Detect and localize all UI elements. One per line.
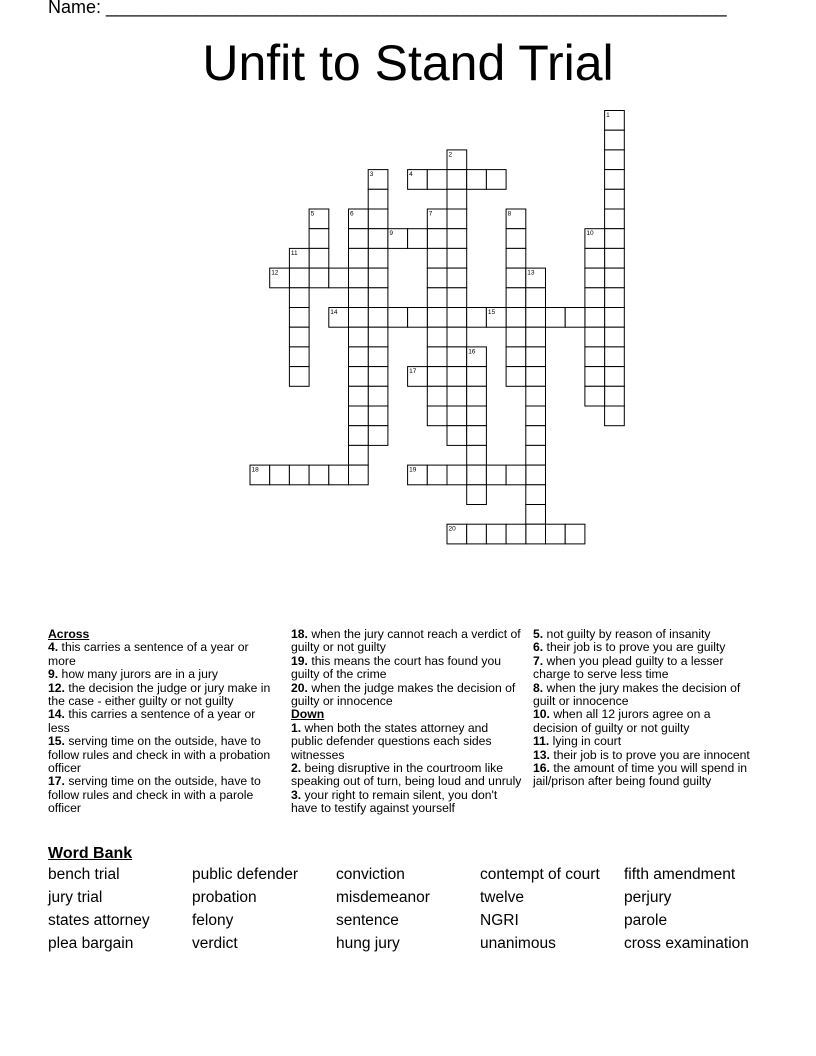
grid-cell[interactable] (329, 268, 349, 288)
grid-cell[interactable] (408, 170, 428, 190)
grid-cell[interactable] (329, 465, 349, 485)
grid-cell[interactable] (467, 347, 487, 367)
grid-cell[interactable] (289, 465, 309, 485)
grid-cell[interactable] (506, 347, 526, 367)
grid-cell[interactable] (605, 248, 625, 268)
grid-cell[interactable] (467, 485, 487, 505)
word-bank (48, 866, 778, 958)
grid-cell[interactable] (526, 426, 546, 446)
clue-number-label: 18. (291, 627, 308, 641)
clue-column-2 (291, 628, 523, 816)
word-bank-term: parole (624, 912, 668, 929)
grid-cell[interactable] (526, 485, 546, 505)
grid-cell[interactable] (585, 386, 605, 406)
grid-cell[interactable] (427, 288, 447, 308)
down-heading: Down (291, 707, 325, 722)
word-bank-term: states attorney (48, 912, 150, 929)
grid-cell[interactable] (526, 406, 546, 426)
grid-cell[interactable] (349, 426, 369, 446)
grid-cell[interactable] (526, 386, 546, 406)
word-bank-term: hung jury (336, 935, 400, 952)
grid-cell[interactable] (349, 327, 369, 347)
grid-cell[interactable] (585, 347, 605, 367)
clue-item (533, 749, 758, 762)
grid-cell[interactable] (447, 209, 467, 229)
clue-number-label: 15. (48, 734, 65, 749)
grid-cell[interactable] (408, 229, 428, 249)
grid-cell[interactable] (447, 524, 467, 544)
clue-number: 4 (409, 171, 413, 179)
grid-cell[interactable] (506, 524, 526, 544)
grid-cell[interactable] (349, 209, 369, 229)
clue-number-label: 20. (291, 680, 308, 695)
grid-cell[interactable] (289, 248, 309, 268)
grid-cell[interactable] (368, 170, 388, 190)
clue-text: not guilty by reason of insanity (543, 627, 711, 641)
grid-cell[interactable] (585, 248, 605, 268)
grid-cell[interactable] (605, 209, 625, 229)
grid-cell[interactable] (427, 347, 447, 367)
grid-cell[interactable] (486, 465, 506, 485)
clue-number-label: 13. (533, 747, 550, 762)
grid-cell[interactable] (349, 406, 369, 426)
clue-number-label: 5. (533, 627, 544, 641)
grid-cell[interactable] (388, 229, 408, 249)
grid-cell[interactable] (289, 327, 309, 347)
clue-item (533, 708, 758, 735)
word-bank-term: cross examination (624, 935, 749, 952)
grid-cell[interactable] (289, 288, 309, 308)
clue-text: their job is to prove you are innocent (549, 747, 750, 762)
clue-item (291, 789, 523, 816)
clue-item (533, 682, 758, 709)
grid-cell[interactable] (585, 288, 605, 308)
grid-cell[interactable] (309, 268, 329, 288)
grid-cell[interactable] (427, 406, 447, 426)
grid-cell[interactable] (368, 209, 388, 229)
grid-cell[interactable] (250, 465, 270, 485)
grid-cell[interactable] (368, 347, 388, 367)
clue-number: 19 (409, 466, 417, 474)
grid-cell[interactable] (309, 465, 329, 485)
grid-cell[interactable] (526, 465, 546, 485)
grid-cell[interactable] (467, 367, 487, 387)
word-bank-term: jury trial (48, 889, 103, 906)
grid-cell[interactable] (585, 308, 605, 328)
grid-cell[interactable] (447, 367, 467, 387)
clue-item (533, 641, 758, 654)
clue-number: 2 (448, 151, 453, 159)
clue-text: their job is to prove you are guilty (543, 640, 726, 655)
word-bank-term: public defender (192, 866, 298, 883)
grid-cell[interactable] (467, 465, 487, 485)
grid-cell[interactable] (605, 327, 625, 347)
grid-cell[interactable] (447, 406, 467, 426)
grid-cell[interactable] (506, 268, 526, 288)
grid-cell[interactable] (526, 288, 546, 308)
grid-cell[interactable] (329, 308, 349, 328)
clue-number-label: 9. (48, 667, 59, 682)
clue-number: 8 (507, 210, 512, 218)
word-bank-term: fifth amendment (624, 866, 736, 883)
clue-item (291, 762, 523, 789)
clue-number: 3 (369, 171, 374, 179)
clue-number-label: 10. (533, 707, 550, 722)
grid-cell[interactable] (506, 367, 526, 387)
grid-cell[interactable] (605, 288, 625, 308)
clue-text: lying in court (549, 734, 622, 749)
grid-cell[interactable] (368, 406, 388, 426)
grid-cell[interactable] (427, 268, 447, 288)
grid-cell[interactable] (427, 209, 447, 229)
name-field-label: Name: ______________________________________________________________ (48, 0, 727, 17)
grid-cell[interactable] (506, 248, 526, 268)
grid-cell[interactable] (447, 170, 467, 190)
clue-item (291, 655, 523, 682)
grid-cell[interactable] (526, 327, 546, 347)
grid-cell[interactable] (447, 426, 467, 446)
grid-cell[interactable] (408, 465, 428, 485)
grid-cell[interactable] (486, 524, 506, 544)
across-heading: Across (48, 627, 90, 641)
grid-cell[interactable] (447, 327, 467, 347)
clue-item (48, 641, 278, 668)
word-bank-term: conviction (336, 866, 405, 883)
grid-cell[interactable] (427, 386, 447, 406)
grid-cell[interactable] (349, 288, 369, 308)
grid-cell[interactable] (427, 308, 447, 328)
grid-cell[interactable] (368, 367, 388, 387)
grid-cell[interactable] (605, 130, 625, 150)
clue-number-label: 2. (291, 761, 302, 776)
grid-cell[interactable] (467, 308, 487, 328)
clue-text: serving time on the outside, have to follow rules and check in with a probation officer (48, 734, 271, 776)
grid-cell[interactable] (309, 229, 329, 249)
clue-item (291, 628, 523, 655)
grid-cell[interactable] (427, 465, 447, 485)
clue-text: this means the court has found you guilty of the crime (291, 653, 502, 682)
clue-item (291, 682, 523, 709)
grid-cell[interactable] (526, 367, 546, 387)
grid-cell[interactable] (368, 288, 388, 308)
clue-text: being disruptive in the courtroom like speaking out of turn, being loud and unruly (291, 761, 522, 789)
clue-item (48, 775, 278, 815)
word-bank-term: NGRI (480, 912, 519, 929)
clue-number-label: 17. (48, 774, 65, 789)
clue-item (533, 762, 758, 789)
grid-cell[interactable] (427, 170, 447, 190)
clue-item (533, 735, 758, 748)
clue-number-label: 11. (533, 734, 550, 749)
grid-cell[interactable] (349, 386, 369, 406)
grid-cell[interactable] (486, 308, 506, 328)
grid-cell[interactable] (368, 327, 388, 347)
clue-text: this carries a sentence of a year or more (48, 640, 249, 668)
clue-number-label: 14. (48, 707, 65, 722)
grid-cell[interactable] (546, 308, 566, 328)
grid-cell[interactable] (506, 327, 526, 347)
clue-item (48, 668, 278, 681)
grid-cell[interactable] (368, 268, 388, 288)
grid-cell[interactable] (289, 347, 309, 367)
clue-number: 16 (468, 348, 476, 356)
grid-cell[interactable] (506, 308, 526, 328)
clue-item (48, 735, 278, 775)
clue-number: 14 (330, 309, 338, 316)
grid-cell[interactable] (309, 209, 329, 229)
clue-number: 9 (389, 230, 394, 238)
grid-cell[interactable] (368, 426, 388, 446)
word-bank-term: felony (192, 912, 234, 929)
word-bank-row (48, 935, 778, 958)
clue-text: how many jurors are in a jury (58, 667, 219, 682)
grid-cell[interactable] (408, 367, 428, 387)
grid-cell[interactable] (447, 386, 467, 406)
clue-number-label: 12. (48, 680, 65, 695)
grid-cell[interactable] (605, 308, 625, 328)
grid-cell[interactable] (467, 406, 487, 426)
page-title: Unfit to Stand Trial (202, 35, 614, 91)
grid-cell[interactable] (349, 367, 369, 387)
grid-cell[interactable] (349, 268, 369, 288)
clue-item (48, 682, 278, 709)
grid-cell[interactable] (506, 288, 526, 308)
grid-cell[interactable] (349, 248, 369, 268)
grid-cell[interactable] (605, 406, 625, 426)
grid-cell[interactable] (467, 386, 487, 406)
grid-cell[interactable] (467, 445, 487, 465)
grid-cell[interactable] (585, 268, 605, 288)
clue-number-label: 16. (533, 761, 550, 776)
word-bank-row (48, 866, 778, 889)
clue-number-label: 19. (291, 653, 308, 668)
grid-cell[interactable] (368, 386, 388, 406)
word-bank-title: Word Bank (48, 845, 133, 862)
clue-text: when the jury makes the decision of guilt or innocence (533, 680, 741, 709)
grid-cell[interactable] (605, 367, 625, 387)
clue-column-1 (48, 628, 278, 816)
clue-number: 20 (448, 525, 456, 533)
grid-cell[interactable] (486, 170, 506, 190)
grid-cell[interactable] (427, 367, 447, 387)
grid-cell[interactable] (368, 189, 388, 209)
grid-cell[interactable] (447, 347, 467, 367)
grid-cell[interactable] (605, 170, 625, 190)
grid-cell[interactable] (526, 445, 546, 465)
clue-text: when you plead guilty to a lesser charge to serve less time (533, 653, 724, 682)
word-bank-row (48, 889, 778, 912)
clue-number: 6 (350, 210, 354, 218)
grid-cell[interactable] (368, 308, 388, 328)
clue-text: serving time on the outside, have to follow rules and check in with a parole officer (48, 774, 261, 816)
clue-number-label: 7. (533, 653, 544, 668)
clue-text: the decision the judge or jury make in the case - either guilty or not guilty (48, 680, 271, 709)
clue-item (291, 722, 523, 762)
grid-cell[interactable] (368, 229, 388, 249)
clue-item (533, 628, 758, 641)
grid-cell[interactable] (467, 524, 487, 544)
clue-number: 7 (428, 210, 433, 218)
clue-number-label: 3. (291, 787, 302, 802)
grid-cell[interactable] (447, 308, 467, 328)
clue-number: 1 (606, 112, 610, 119)
clue-text: when both the states attorney and public defender questions each sides witnesses (291, 720, 492, 762)
clue-text: when the judge makes the decision of guilty or innocence (291, 680, 516, 709)
grid-cell[interactable] (526, 524, 546, 544)
grid-cell[interactable] (526, 308, 546, 328)
word-bank-term: twelve (480, 889, 524, 906)
grid-cell[interactable] (408, 308, 428, 328)
word-bank-term: perjury (624, 889, 672, 906)
grid-cell[interactable] (526, 268, 546, 288)
grid-cell[interactable] (349, 308, 369, 328)
clue-text: when all 12 jurors agree on a decision of guilty or not guilty (533, 707, 711, 735)
grid-cell[interactable] (368, 248, 388, 268)
clue-number: 10 (586, 230, 594, 238)
grid-cell[interactable] (349, 229, 369, 249)
word-bank-term: sentence (336, 912, 399, 929)
word-bank-term: plea bargain (48, 935, 134, 952)
grid-cell[interactable] (506, 465, 526, 485)
word-bank-term: unanimous (480, 935, 556, 952)
clue-number: 15 (487, 309, 496, 316)
grid-cell[interactable] (605, 347, 625, 367)
grid-cell[interactable] (565, 308, 585, 328)
clue-number: 12 (271, 269, 279, 277)
word-bank-row (48, 912, 778, 935)
grid-cell[interactable] (506, 209, 526, 229)
grid-cell[interactable] (388, 308, 408, 328)
grid-cell[interactable] (467, 170, 487, 190)
grid-cell[interactable] (289, 367, 309, 387)
clue-number-label: 1. (291, 720, 302, 735)
clue-column-3 (533, 628, 758, 789)
grid-cell[interactable] (605, 229, 625, 249)
clue-text: this carries a sentence of a year or less (48, 707, 256, 735)
clue-item (48, 708, 278, 735)
word-bank-term: misdemeanor (336, 889, 430, 906)
grid-cell[interactable] (546, 524, 566, 544)
grid-cell[interactable] (289, 308, 309, 328)
clue-text: your right to remain silent, you don't have to testify against yourself (291, 787, 498, 816)
clue-number-label: 4. (48, 640, 59, 655)
grid-cell[interactable] (447, 288, 467, 308)
grid-cell[interactable] (605, 189, 625, 209)
grid-cell[interactable] (526, 505, 546, 525)
grid-cell[interactable] (349, 445, 369, 465)
grid-cell[interactable] (467, 426, 487, 446)
grid-cell[interactable] (270, 465, 290, 485)
word-bank-term: contempt of court (480, 866, 600, 883)
grid-cell[interactable] (427, 248, 447, 268)
grid-cell[interactable] (447, 229, 467, 249)
clue-number: 11 (290, 249, 298, 257)
word-bank-term: probation (192, 889, 257, 906)
word-bank-term: verdict (192, 935, 238, 952)
clue-number-label: 6. (533, 640, 544, 655)
clue-number: 5 (310, 210, 315, 218)
grid-cell[interactable] (349, 347, 369, 367)
clue-number-label: 8. (533, 680, 544, 695)
clue-item (533, 655, 758, 682)
grid-cell[interactable] (427, 229, 447, 249)
clue-text: the amount of time you will spend in jail/prison after being found guilty (533, 761, 748, 789)
grid-cell[interactable] (447, 189, 467, 209)
grid-cell[interactable] (605, 268, 625, 288)
clue-text: when the jury cannot reach a verdict of guilty or not guilty (291, 627, 521, 655)
grid-cell[interactable] (447, 248, 467, 268)
grid-cell[interactable] (349, 465, 369, 485)
clue-number: 17 (409, 368, 417, 376)
grid-cell[interactable] (289, 268, 309, 288)
grid-cell[interactable] (447, 150, 467, 170)
grid-cell[interactable] (585, 229, 605, 249)
grid-cell[interactable] (605, 386, 625, 406)
word-bank-term: bench trial (48, 866, 120, 883)
grid-cell[interactable] (447, 268, 467, 288)
grid-cell[interactable] (565, 524, 585, 544)
grid-cell[interactable] (605, 150, 625, 170)
grid-cell[interactable] (506, 229, 526, 249)
grid-cell[interactable] (270, 268, 290, 288)
clue-number: 18 (251, 466, 259, 474)
grid-cell[interactable] (585, 327, 605, 347)
grid-cell[interactable] (605, 111, 625, 131)
grid-cell[interactable] (526, 347, 546, 367)
grid-cell[interactable] (427, 327, 447, 347)
clue-number: 13 (527, 269, 535, 277)
grid-cell[interactable] (585, 367, 605, 387)
grid-cell[interactable] (309, 248, 329, 268)
grid-cell[interactable] (447, 465, 467, 485)
